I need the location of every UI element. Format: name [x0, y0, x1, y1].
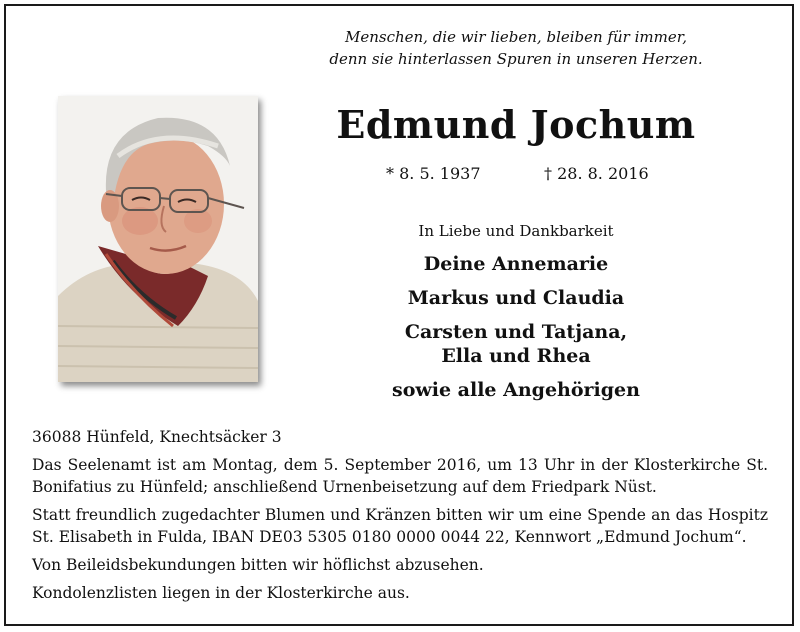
death-date: † 28. 8. 2016: [544, 164, 649, 183]
mourner-group: [256, 252, 776, 276]
portrait-photo: [58, 96, 258, 382]
obituary-card: [4, 4, 794, 626]
deceased-name: Edmund Jochum: [336, 102, 696, 147]
mourner-line: Deine Annemarie: [423, 253, 609, 275]
service-info: Das Seelenamt ist am Montag, dem 5. September 2016, um 13 Uhr in der Klosterkirche St. Bonifatius zu Hünfeld; anschließend Urnenbeisetzung auf dem Friedpark Nüst.: [32, 456, 768, 496]
motto-line-1: Menschen, die wir lieben, bleiben für immer,: [344, 28, 688, 46]
mourner-line: Carsten und Tatjana,: [404, 321, 628, 343]
mourner-group: [256, 320, 776, 368]
condolence-lists-note: Kondolenzlisten liegen in der Klosterkirche aus.: [32, 584, 410, 602]
mourner-group: [256, 286, 776, 310]
notice-text: [32, 426, 768, 610]
motto: [256, 26, 776, 70]
mourner-line: sowie alle Angehörigen: [392, 379, 640, 401]
portrait-illustration: [58, 96, 258, 382]
condolence-note: Von Beileidsbekundungen bitten wir höflichst abzusehen.: [32, 556, 484, 574]
motto-line-2: denn sie hinterlassen Spuren in unseren Herzen.: [329, 50, 703, 68]
mourner-line: Ella und Rhea: [441, 345, 591, 367]
birth-date: * 8. 5. 1937: [386, 164, 481, 183]
donation-info: Statt freundlich zugedachter Blumen und Kränzen bitten wir um eine Spende an das Hospitz St. Elisabeth in Fulda, IBAN DE03 5305 0180 0000 0044 22, Kennwort „Edmund Jochum“.: [32, 506, 768, 546]
mourners-block: [256, 220, 776, 412]
address: 36088 Hünfeld, Knechtsäcker 3: [32, 428, 282, 446]
mourner-line: Markus und Claudia: [407, 287, 625, 309]
mourners-intro: In Liebe und Dankbarkeit: [418, 222, 614, 240]
mourner-group: [256, 378, 776, 402]
